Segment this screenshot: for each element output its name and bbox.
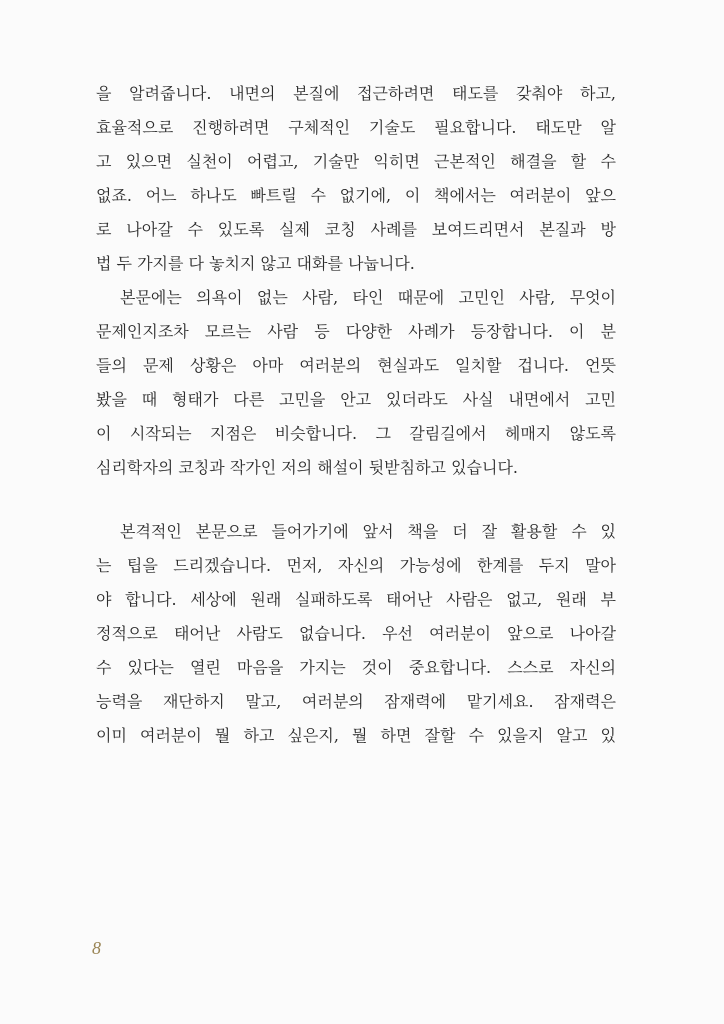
body-text-line: 이 시작되는 지점은 비슷합니다. 그 갈림길에서 헤매지 않도록 (96, 424, 616, 443)
body-text-line: 정적으로 태어난 사람도 없습니다. 우선 여러분이 앞으로 나아갈 (96, 624, 616, 643)
body-text-line: 수 있다는 열린 마음을 가지는 것이 중요합니다. 스스로 자신의 (96, 658, 616, 677)
body-text-line: 본격적인 본문으로 들어가기에 앞서 책을 더 잘 활용할 수 있 (120, 522, 616, 541)
body-text-line: 없죠. 어느 하나도 빠트릴 수 없기에, 이 책에서는 여러분이 앞으 (96, 186, 616, 205)
body-text-line: 법 두 가지를 다 놓치지 않고 대화를 나눕니다. (96, 254, 415, 273)
body-text-line: 들의 문제 상황은 아마 여러분의 현실과도 일치할 겁니다. 언뜻 (96, 356, 616, 375)
body-text-line: 이미 여러분이 뭘 하고 싶은지, 뭘 하면 잘할 수 있을지 알고 있 (96, 726, 616, 745)
body-text-line: 봤을 때 형태가 다른 고민을 안고 있더라도 사실 내면에서 고민 (96, 390, 616, 409)
body-text-line: 심리학자의 코칭과 작가인 저의 해설이 뒷받침하고 있습니다. (96, 458, 519, 477)
body-text-line: 을 알려줍니다. 내면의 본질에 접근하려면 태도를 갖춰야 하고, (96, 84, 616, 103)
body-text-line: 문제인지조차 모르는 사람 등 다양한 사례가 등장합니다. 이 분 (96, 322, 616, 341)
body-text-line: 본문에는 의욕이 없는 사람, 타인 때문에 고민인 사람, 무엇이 (120, 288, 616, 307)
body-text-line: 능력을 재단하지 말고, 여러분의 잠재력에 맡기세요. 잠재력은 (96, 692, 616, 711)
body-text-line: 야 합니다. 세상에 원래 실패하도록 태어난 사람은 없고, 원래 부 (96, 590, 616, 609)
body-text-line: 고 있으면 실천이 어렵고, 기술만 익히면 근본적인 해결을 할 수 (96, 152, 616, 171)
page-number: 8 (92, 938, 101, 958)
body-text-line: 로 나아갈 수 있도록 실제 코칭 사례를 보여드리면서 본질과 방 (96, 220, 616, 239)
body-text-line: 효율적으로 진행하려면 구체적인 기술도 필요합니다. 태도만 알 (96, 118, 616, 137)
body-text-line: 는 팁을 드리겠습니다. 먼저, 자신의 가능성에 한계를 두지 말아 (96, 556, 616, 575)
